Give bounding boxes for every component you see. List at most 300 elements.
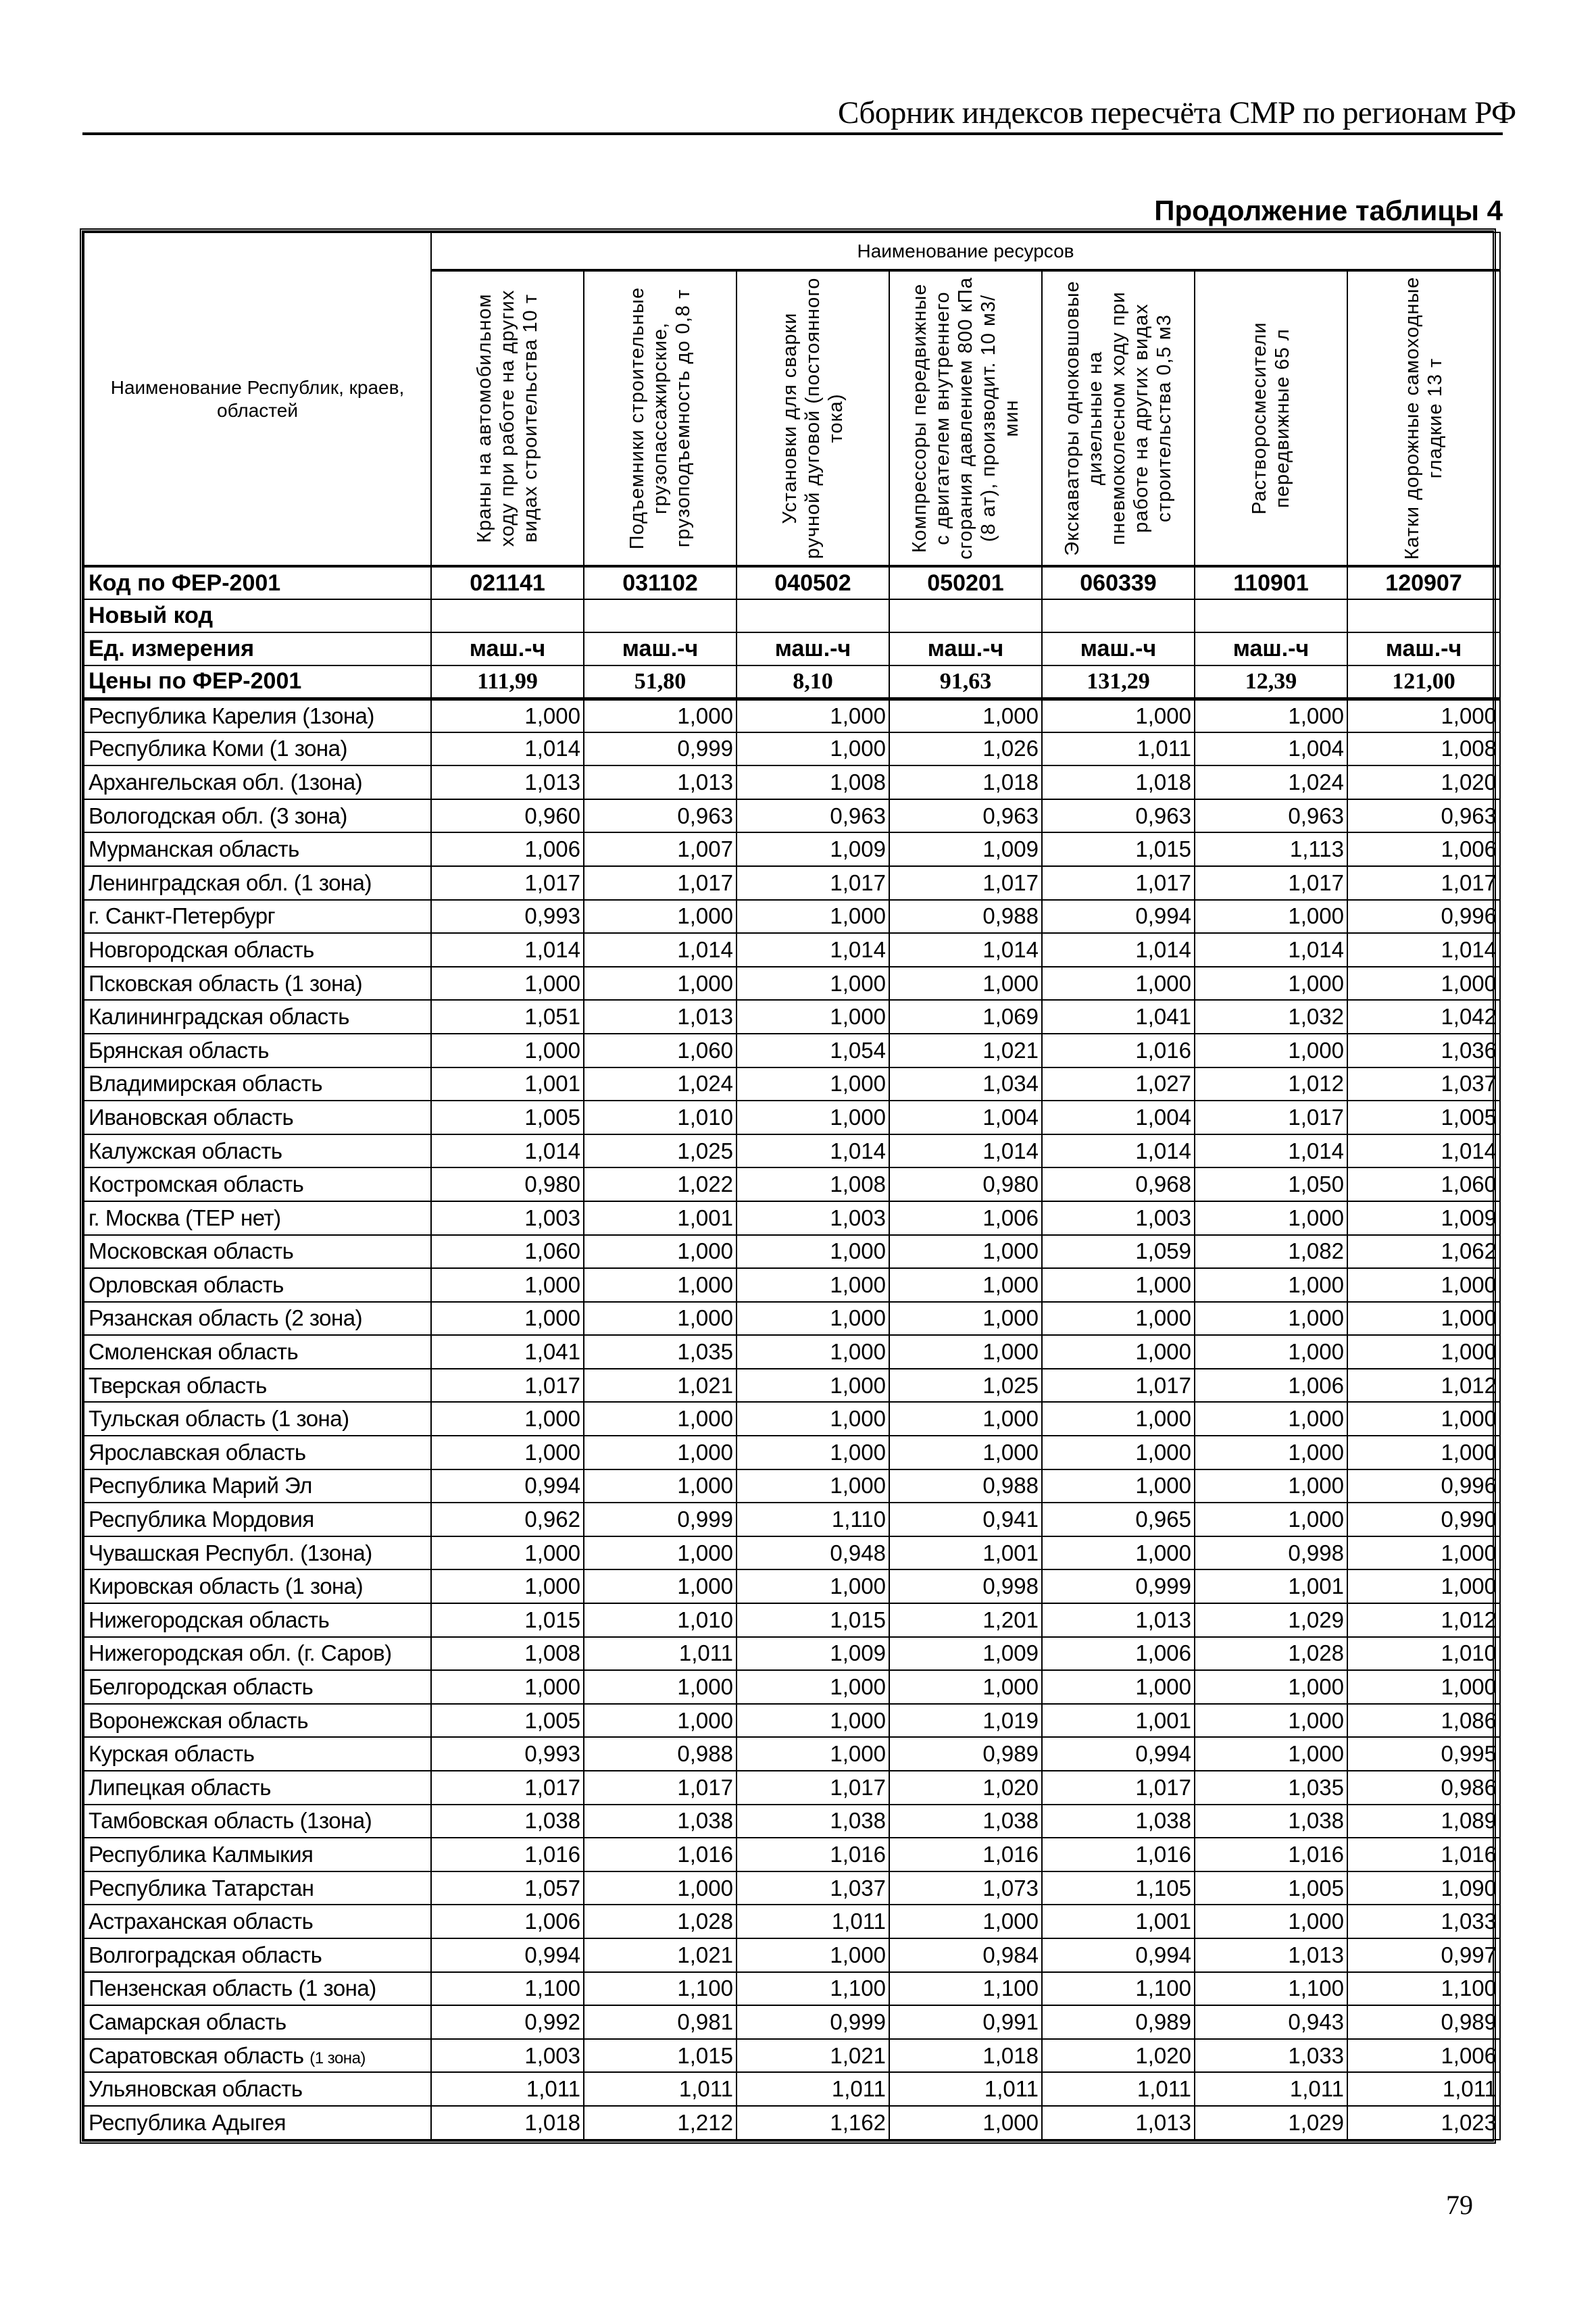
region-name: Астраханская область [89,1909,314,1934]
table-row [84,765,1500,799]
index-value-cell: 0,988 [889,1469,1042,1503]
index-value-cell: 1,009 [889,1637,1042,1671]
region-name: Республика Адыгея [89,2109,286,2135]
index-value-cell: 0,965 [1042,1503,1195,1536]
index-value-cell: 1,017 [889,866,1042,900]
index-value-cell: 1,000 [1347,699,1500,732]
index-value-cell: 1,000 [431,699,584,732]
table-row [84,2106,1500,2140]
index-table-frame [80,228,1496,2144]
region-name-cell [84,1704,431,1738]
index-value-cell: 1,028 [584,1905,737,1938]
region-name-cell [84,1503,431,1536]
index-value-cell: 1,113 [1195,832,1347,866]
region-name: Курская область [89,1741,255,1767]
index-value-cell: 0,999 [737,2005,889,2039]
region-name: Калужская область [89,1138,282,1163]
index-value-cell: 1,037 [737,1871,889,1905]
index-value-cell: 1,018 [431,2106,584,2140]
index-value-cell: 1,000 [431,967,584,1001]
index-value-cell: 1,025 [584,1134,737,1168]
index-value-cell: 1,013 [584,1000,737,1034]
index-value-cell: 1,000 [1042,1402,1195,1436]
index-value-cell: 1,038 [584,1805,737,1838]
table-row [84,1670,1500,1704]
table-row [84,1603,1500,1637]
table-row [84,1000,1500,1034]
index-value-cell: 1,041 [431,1335,584,1369]
index-value-cell: 1,000 [584,1871,737,1905]
index-value-cell: 0,963 [1195,799,1347,833]
index-value-cell: 1,012 [1347,1603,1500,1637]
index-value-cell: 1,006 [1347,832,1500,866]
index-value-cell: 1,017 [431,866,584,900]
index-value-cell: 1,051 [431,1000,584,1034]
index-value-cell: 1,017 [1042,866,1195,900]
meta-label: Код по ФЕР-2001 [84,566,431,599]
region-name: Костромская область [89,1172,304,1197]
index-value-cell: 1,000 [1347,1569,1500,1603]
region-name-cell [84,799,431,833]
index-value-cell: 1,014 [431,732,584,766]
region-name: Вологодская обл. (3 зона) [89,803,347,828]
table-row [84,2005,1500,2039]
resources-group-header: Наименование ресурсов [431,232,1500,270]
index-value-cell: 1,062 [1347,1235,1500,1269]
index-value-cell: 1,000 [737,1268,889,1302]
index-value-cell: 1,006 [1195,1369,1347,1403]
index-value-cell: 0,990 [1347,1503,1500,1536]
index-value-cell: 0,997 [1347,1938,1500,1972]
region-name: Псковская область (1 зона) [89,970,363,996]
resource-column-header [889,270,1042,566]
index-value-cell: 1,000 [889,1302,1042,1336]
index-value-cell: 1,038 [1042,1805,1195,1838]
index-value-cell: 1,100 [584,1972,737,2006]
index-value-cell: 0,943 [1195,2005,1347,2039]
index-value-cell: 1,000 [1042,967,1195,1001]
resource-column-header [431,270,584,566]
index-value-cell: 1,036 [1347,1034,1500,1067]
index-value-cell: 1,035 [1195,1771,1347,1805]
table-row [84,1034,1500,1067]
index-value-cell: 1,000 [1195,1402,1347,1436]
region-name-cell [84,967,431,1001]
index-value-cell: 0,993 [431,1737,584,1771]
table-row [84,1569,1500,1603]
index-value-cell: 1,000 [431,1670,584,1704]
index-value-cell: 1,021 [584,1938,737,1972]
index-value-cell: 1,006 [431,1905,584,1938]
meta-row-price [84,665,1500,699]
index-value-cell: 1,011 [889,2072,1042,2106]
index-value-cell: 0,994 [431,1469,584,1503]
index-value-cell: 1,007 [584,832,737,866]
region-name: Чувашская Республ. (1зона) [89,1540,372,1565]
table-row [84,1469,1500,1503]
index-value-cell: 1,000 [737,1670,889,1704]
index-value-cell: 0,981 [584,2005,737,2039]
index-value-cell: 1,000 [584,1670,737,1704]
meta-value: 021141 [431,566,584,599]
region-name: Тульская область (1 зона) [89,1406,349,1432]
index-value-cell: 1,000 [1195,699,1347,732]
region-name: Архангельская обл. (1зона) [89,769,363,795]
region-name-cell [84,1569,431,1603]
index-value-cell: 1,000 [1347,1268,1500,1302]
meta-value [889,599,1042,632]
index-value-cell: 1,013 [431,765,584,799]
region-name-cell [84,1771,431,1805]
region-name: Ульяновская область [89,2076,303,2102]
table-row [84,1637,1500,1671]
index-value-cell: 1,000 [584,1436,737,1469]
meta-value [584,599,737,632]
index-value-cell: 1,000 [431,1402,584,1436]
index-value-cell: 1,014 [431,1134,584,1168]
index-value-cell: 0,989 [1347,2005,1500,2039]
index-value-cell: 1,009 [1347,1201,1500,1235]
index-value-cell: 1,057 [431,1871,584,1905]
index-value-cell: 1,100 [1195,1972,1347,2006]
region-name: Липецкая область [89,1774,271,1800]
index-value-cell: 1,090 [1347,1871,1500,1905]
index-value-cell: 0,963 [889,799,1042,833]
index-value-cell: 1,038 [431,1805,584,1838]
index-value-cell: 1,000 [584,900,737,934]
region-name: Республика Марий Эл [89,1473,312,1499]
resource-name: Краны на автомобильном ходу при работе на других видах строительства 10 т [474,289,541,547]
index-value-cell: 1,014 [889,1134,1042,1168]
index-value-cell: 1,017 [1195,866,1347,900]
table-row [84,1302,1500,1336]
index-value-cell: 1,025 [889,1369,1042,1403]
table-row [84,1167,1500,1201]
region-name-cell [84,1369,431,1403]
region-name-cell [84,2005,431,2039]
index-value-cell: 1,008 [1347,732,1500,766]
region-name-cell [84,2106,431,2140]
index-value-cell: 1,016 [1042,1034,1195,1067]
index-value-cell: 1,013 [1042,1603,1195,1637]
region-name-cell [84,1838,431,1871]
meta-value: 120907 [1347,566,1500,599]
index-value-cell: 1,015 [1042,832,1195,866]
region-name: Орловская область [89,1272,284,1297]
index-value-cell: 1,000 [889,1670,1042,1704]
meta-value: маш.-ч [584,632,737,665]
region-name: Кировская область (1 зона) [89,1574,364,1599]
index-value-cell: 1,012 [1195,1067,1347,1101]
index-value-cell: 1,003 [737,1201,889,1235]
table-row [84,866,1500,900]
index-value-cell: 1,000 [1347,967,1500,1001]
index-value-cell: 1,060 [431,1235,584,1269]
table-row [84,1369,1500,1403]
index-value-cell: 1,000 [1195,1737,1347,1771]
index-value-cell: 0,994 [431,1938,584,1972]
index-value-cell: 1,006 [889,1201,1042,1235]
index-value-cell: 0,968 [1042,1167,1195,1201]
index-value-cell: 0,988 [584,1737,737,1771]
index-value-cell: 1,038 [737,1805,889,1838]
region-name-cell [84,1335,431,1369]
index-value-cell: 0,963 [1347,799,1500,833]
region-name: Саратовская область [89,2042,304,2068]
index-value-cell: 1,017 [431,1369,584,1403]
table-row [84,832,1500,866]
running-header-title: Сборник индексов пересчёта СМР по регионам РФ [838,95,1516,130]
table-row [84,1838,1500,1871]
index-value-cell: 1,011 [737,2072,889,2106]
index-value-cell: 1,000 [1195,1436,1347,1469]
index-value-cell: 1,000 [737,1436,889,1469]
index-value-cell: 1,017 [1347,866,1500,900]
resource-name: Подъемники строительные грузопассажирские, грузоподъемность до 0,8 т [626,286,694,550]
index-value-cell: 1,000 [431,1034,584,1067]
table-continuation-title: Продолжение таблицы 4 [1154,195,1503,226]
index-value-cell: 0,994 [1042,900,1195,934]
table-row [84,1503,1500,1536]
meta-value: маш.-ч [737,632,889,665]
index-value-cell: 1,000 [1195,1704,1347,1738]
index-value-cell: 1,000 [889,699,1042,732]
meta-value: 121,00 [1347,665,1500,699]
index-value-cell: 1,014 [1347,1134,1500,1168]
table-row [84,1805,1500,1838]
index-value-cell: 1,000 [737,1302,889,1336]
region-name: Самарская область [89,2009,286,2034]
region-name-cell [84,732,431,766]
table-row [84,1067,1500,1101]
index-value-cell: 1,019 [889,1704,1042,1738]
region-name-cell [84,765,431,799]
index-value-cell: 0,962 [431,1503,584,1536]
index-value-cell: 1,000 [1347,1302,1500,1336]
index-value-cell: 1,089 [1347,1805,1500,1838]
index-value-cell: 1,000 [1042,1436,1195,1469]
index-value-cell: 1,000 [584,1469,737,1503]
table-row [84,1737,1500,1771]
index-value-cell: 1,010 [584,1101,737,1134]
index-value-cell: 1,000 [584,1235,737,1269]
index-value-cell: 0,998 [889,1569,1042,1603]
resource-name: Катки дорожные самоходные гладкие 13 т [1401,276,1447,560]
index-value-cell: 1,016 [1195,1838,1347,1871]
region-name: Московская область [89,1238,294,1264]
index-value-cell: 1,000 [737,1704,889,1738]
index-value-cell: 1,022 [584,1167,737,1201]
region-name-cell [84,1536,431,1570]
index-value-cell: 1,034 [889,1067,1042,1101]
meta-value: 111,99 [431,665,584,699]
region-name-cell [84,1805,431,1838]
region-name-cell [84,1972,431,2006]
page-number: 79 [1446,2190,1473,2220]
meta-value: 031102 [584,566,737,599]
index-value-cell: 1,008 [737,765,889,799]
index-value-cell: 0,991 [889,2005,1042,2039]
region-name-cell [84,1235,431,1269]
index-value-cell: 1,009 [737,832,889,866]
index-value-cell: 1,001 [1195,1569,1347,1603]
table-row [84,1335,1500,1369]
index-value-cell: 1,000 [584,1569,737,1603]
index-value-cell: 1,011 [1042,2072,1195,2106]
region-name: Пензенская область (1 зона) [89,1976,376,2001]
region-name: Республика Калмыкия [89,1841,314,1867]
meta-value: 91,63 [889,665,1042,699]
index-value-cell: 1,073 [889,1871,1042,1905]
index-value-cell: 1,017 [1195,1101,1347,1134]
index-value-cell: 0,980 [889,1167,1042,1201]
index-value-cell: 1,000 [1195,1503,1347,1536]
index-value-cell: 1,000 [889,1268,1042,1302]
index-value-cell: 1,001 [584,1201,737,1235]
index-value-cell: 1,000 [1042,1335,1195,1369]
index-value-cell: 1,006 [1347,2039,1500,2073]
region-name: Мурманская область [89,836,299,862]
index-value-cell: 1,011 [584,1637,737,1671]
region-name-cell [84,866,431,900]
index-value-cell: 1,014 [1042,933,1195,967]
meta-row-new-code [84,599,1500,632]
index-value-cell: 1,021 [889,1034,1042,1067]
index-value-cell: 1,000 [737,1335,889,1369]
index-value-cell: 1,000 [737,1067,889,1101]
index-value-cell: 1,000 [737,1235,889,1269]
index-value-cell: 1,038 [889,1805,1042,1838]
table-row [84,2072,1500,2106]
index-value-cell: 1,004 [1195,732,1347,766]
index-value-cell: 0,995 [1347,1737,1500,1771]
index-value-cell: 1,212 [584,2106,737,2140]
index-value-cell: 1,011 [1042,732,1195,766]
region-name-cell [84,933,431,967]
meta-value: 8,10 [737,665,889,699]
region-name-cell [84,1603,431,1637]
index-value-cell: 1,000 [737,1569,889,1603]
index-value-cell: 1,011 [431,2072,584,2106]
index-value-cell: 1,016 [431,1838,584,1871]
index-value-cell: 1,013 [584,765,737,799]
region-name: Ярославская область [89,1439,306,1465]
index-value-cell: 0,996 [1347,1469,1500,1503]
meta-label: Цены по ФЕР-2001 [84,665,431,699]
region-name: Белгородская область [89,1674,314,1700]
index-value-cell: 1,000 [584,1704,737,1738]
table-row [84,1201,1500,1235]
index-value-cell: 0,984 [889,1938,1042,1972]
table-row [84,967,1500,1001]
index-value-cell: 1,000 [1042,1302,1195,1336]
table-row [84,799,1500,833]
meta-value [1042,599,1195,632]
index-value-cell: 1,016 [1347,1838,1500,1871]
index-value-cell: 1,000 [584,699,737,732]
region-name-cell [84,1167,431,1201]
region-name: Нижегородская область [89,1607,330,1632]
resource-column-header [1042,270,1195,566]
meta-row-code [84,566,1500,599]
index-value-cell: 1,000 [889,2106,1042,2140]
index-value-cell: 1,024 [584,1067,737,1101]
index-value-cell: 1,000 [737,1469,889,1503]
region-name-cell [84,1201,431,1235]
index-value-cell: 1,005 [1347,1101,1500,1134]
table-row [84,2039,1500,2073]
region-name-cell [84,1436,431,1469]
index-value-cell: 1,000 [737,1402,889,1436]
index-value-cell: 1,060 [1347,1167,1500,1201]
resource-column-header [1195,270,1347,566]
index-value-cell: 1,020 [1347,765,1500,799]
index-value-cell: 1,082 [1195,1235,1347,1269]
table-row [84,1101,1500,1134]
region-name: Владимирская область [89,1071,323,1097]
table-row [84,699,1500,732]
region-name: Республика Татарстан [89,1875,314,1901]
index-value-cell: 1,000 [737,699,889,732]
region-name-cell [84,1402,431,1436]
index-value-cell: 1,000 [1195,1034,1347,1067]
table-row [84,1972,1500,2006]
index-value-cell: 1,001 [1042,1704,1195,1738]
index-value-cell: 1,000 [737,1737,889,1771]
index-value-cell: 1,011 [1347,2072,1500,2106]
index-value-cell: 1,021 [737,2039,889,2073]
index-value-cell: 1,001 [431,1067,584,1101]
header-rule [82,132,1503,135]
index-value-cell: 1,015 [737,1603,889,1637]
region-name: Смоленская область [89,1339,299,1365]
index-value-cell: 1,016 [889,1838,1042,1871]
region-name-cell [84,1737,431,1771]
region-name: Брянская область [89,1037,269,1063]
index-value-cell: 1,021 [584,1369,737,1403]
index-value-cell: 1,013 [1042,2106,1195,2140]
index-value-cell: 0,996 [1347,900,1500,934]
resource-name: Компрессоры передвижные с двигателем внутреннего сгорания давлением 800 кПа (8 ат), производит. 10 м3/мин [909,276,1022,560]
index-value-cell: 1,000 [737,1101,889,1134]
region-name-cell [84,2072,431,2106]
region-name: Республика Карелия (1зона) [89,703,374,728]
meta-value: 060339 [1042,566,1195,599]
index-value-cell: 0,994 [1042,1938,1195,1972]
index-value-cell: 1,054 [737,1034,889,1067]
index-value-cell: 0,941 [889,1503,1042,1536]
index-value-cell: 1,100 [889,1972,1042,2006]
index-value-cell: 1,018 [889,2039,1042,2073]
index-value-cell: 1,000 [889,1235,1042,1269]
meta-value [737,599,889,632]
region-column-header: Наименование Республик, краев, областей [84,232,431,566]
index-value-cell: 1,004 [889,1101,1042,1134]
index-table [83,232,1501,2140]
index-value-cell: 0,980 [431,1167,584,1201]
index-value-cell: 1,014 [584,933,737,967]
region-name: Нижегородская обл. (г. Саров) [89,1640,392,1666]
meta-row-unit [84,632,1500,665]
index-value-cell: 1,100 [1347,1972,1500,2006]
index-value-cell: 1,020 [889,1771,1042,1805]
index-value-cell: 1,000 [1347,1402,1500,1436]
table-row [84,933,1500,967]
resource-column-header [584,270,737,566]
index-value-cell: 1,000 [431,1569,584,1603]
meta-label: Новый код [84,599,431,632]
resource-column-header [1347,270,1500,566]
